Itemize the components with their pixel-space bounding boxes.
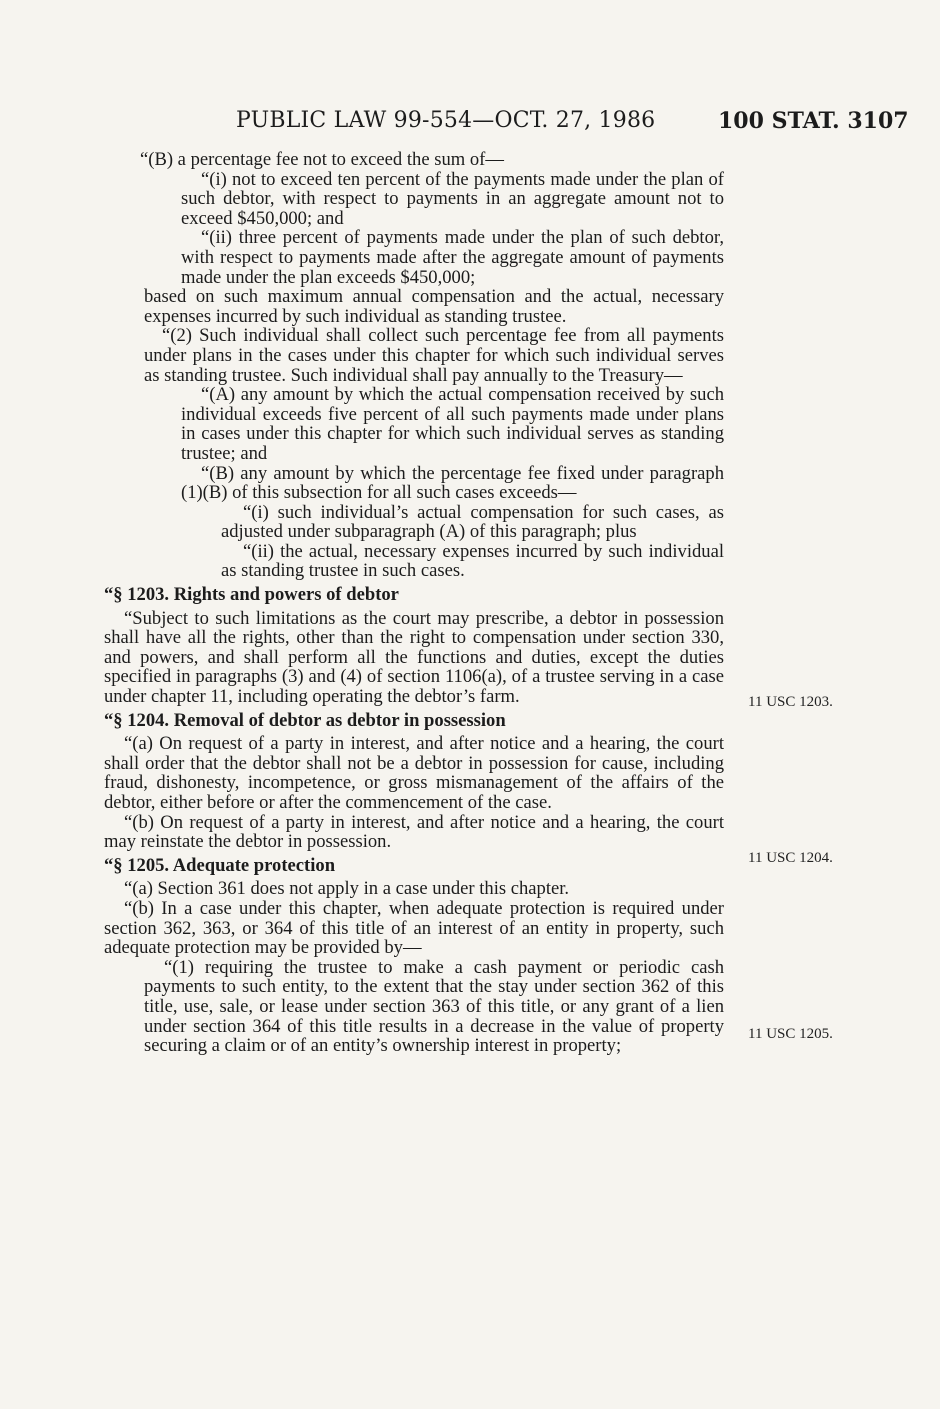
section-1205-b-1: “(1) requiring the trustee to make a cash payment or periodic cash payments to such entity, to the extent that the stay under section 362 of this title, use, sale, or lease under section 363 of this title, or any grant of a lien under section 364 of this title results in a decrease in the value of property securing a claim or of an entity’s ownership interest in property; [144,956,724,1057]
section-1205-heading: “§ 1205. Adequate protection [104,854,336,876]
margin-note-1203: 11 USC 1203. [748,694,833,710]
clause-i-compensation: “(i) such individual’s actual compensation for such cases, as adjusted under subparagraph (A) of this paragraph; plus [221,501,724,543]
section-1205-b: “(b) In a case under this chapter, when adequate protection is required under section 362, 363, or 364 of this title of an interest of an entity in property, such adequate protection may be provided by— [104,897,724,959]
subparagraph-b: “(B) any amount by which the percentage fee fixed under paragraph (1)(B) of this subsection for all such cases exceeds— [181,462,724,504]
clause-b-percentage-fee: “(B) a percentage fee not to exceed the sum of— [140,149,504,170]
running-header-title: PUBLIC LAW 99-554—OCT. 27, 1986 [236,108,656,133]
document-body [104,150,724,1056]
based-on-clause: based on such maximum annual compensation and the actual, necessary expenses incurred by such individual as standing trustee. [144,286,724,327]
subparagraph-a: “(A) any amount by which the actual compensation received by such individual exceeds five percent of all such payments made under plans in cases under this chapter for which such individual serves as standing trustee; and [181,384,724,464]
section-1204-a: “(a) On request of a party in interest, and after notice and a hearing, the court shall order that the debtor shall not be a debtor in possession for cause, including fraud, dishonesty, incompetence, or gross mismanagement of the affairs of the debtor, either before or after the commencement of the case. [104,733,724,813]
section-1204-heading: “§ 1204. Removal of debtor as debtor in possession [104,709,506,731]
margin-note-1205: 11 USC 1205. [748,1026,833,1042]
paragraph-2-collect-fee: “(2) Such individual shall collect such percentage fee from all payments under plans in the cases under this chapter for which such individual serves as standing trustee. Such individual shall pay annually to the Treasury— [144,325,724,386]
clause-i-ten-percent: “(i) not to exceed ten percent of the payments made under the plan of such debtor, with respect to payments in an aggregate amount not to exceed $450,000; and [181,168,724,229]
clause-ii-three-percent: “(ii) three percent of payments made under the plan of such debtor, with respect to payments made after the aggregate amount of payments made under the plan exceeds $450,000; [181,227,724,288]
section-1203-heading: “§ 1203. Rights and powers of debtor [104,584,399,606]
margin-note-1204: 11 USC 1204. [748,850,833,866]
section-1203-text: “Subject to such limitations as the court may prescribe, a debtor in possession shall have all the rights, other than the right to compensation under section 330, and powers, and shall perform all the functions and duties, except the duties specified in paragraphs (3) and (4) of section 1106(a), of a trustee serving in a case under chapter 11, including operating the debtor’s farm. [104,607,724,708]
clause-ii-expenses: “(ii) the actual, necessary expenses incurred by such individual as standing trustee in such cases. [221,540,724,582]
section-1205-a: “(a) Section 361 does not apply in a case under this chapter. [124,878,570,900]
page-citation: 100 STAT. 3107 [718,108,909,134]
section-1204-b: “(b) On request of a party in interest, and after notice and a hearing, the court may reinstate the debtor in possession. [104,811,724,853]
